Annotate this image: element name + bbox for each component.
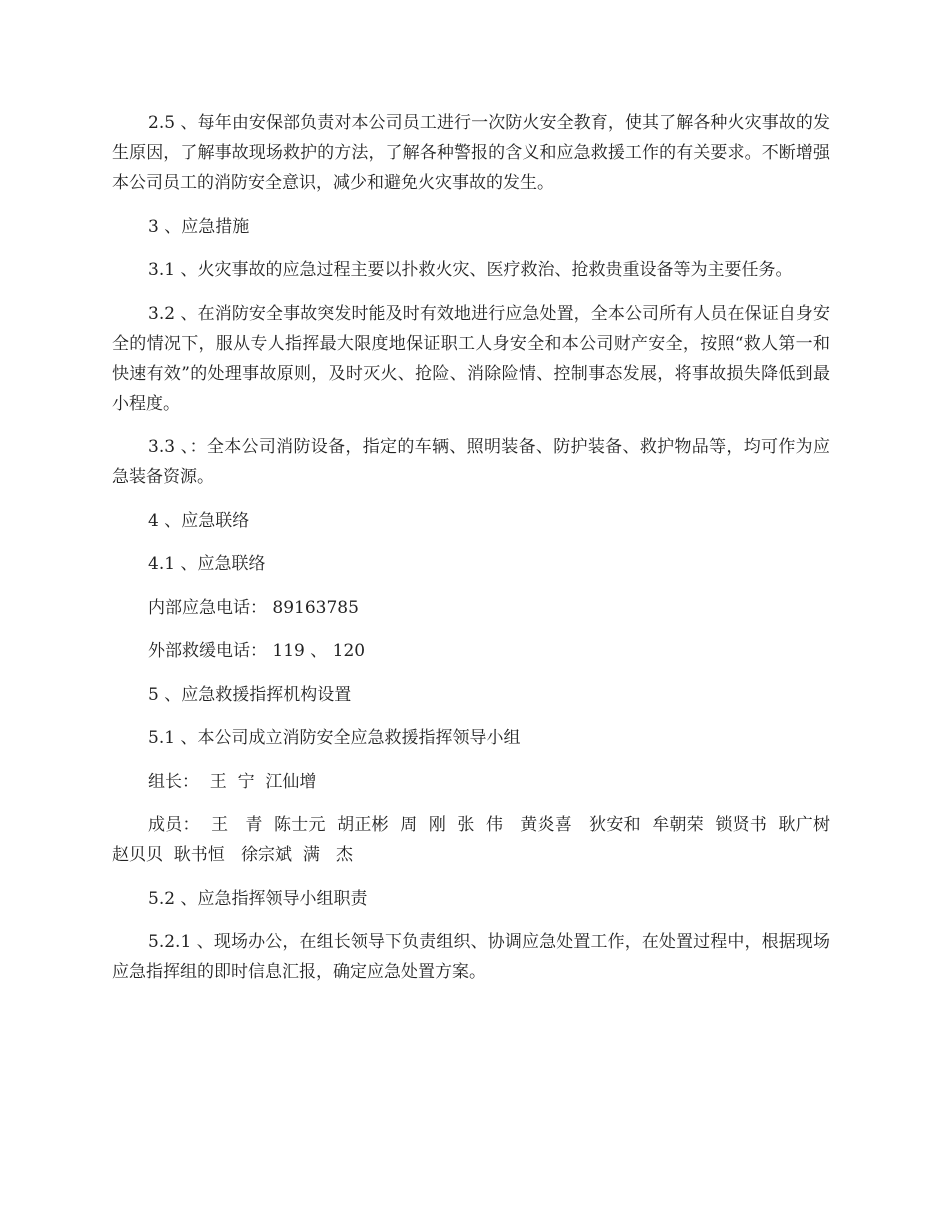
internal-emergency-phone: 内部应急电话： 89163785 [148, 597, 359, 618]
paragraph-2-5-fire-safety-education: 2.5 、每年由安保部负责对本公司员工进行一次防火安全教育，使其了解各种火灾事故的发生原因，了解事故现场救护的方法，了解各种警报的含义和应急救援工作的有关要求。不断增强本公司员工的消防安全意识，减少和避免火灾事故的发生。 [112, 113, 830, 193]
team-members-line: 成员： 王 青 陈士元 胡正彬 周 刚 张 伟 黄炎喜 狄安和 牟朝荣 锁贤书 耿广树 赵贝贝 耿书恒 徐宗斌 满 杰 [112, 815, 841, 865]
document-page [112, 108, 841, 1001]
heading-4-emergency-contact: 4 、应急联络 [148, 510, 250, 531]
heading-4-1-emergency-contact: 4.1 、应急联络 [148, 554, 266, 574]
heading-3-emergency-measures: 3 、应急措施 [148, 216, 250, 237]
paragraph-3-2: 3.2 、在消防安全事故突发时能及时有效地进行应急处置，全本公司所有人员在保证自身安全的情况下，服从专人指挥最大限度地保证职工人身安全和本公司财产安全，按照“救人第一和快速有效”的处理事故原则，及时灭火、抢险、消除险情、控制事态发展，将事故损失降低到最小程度。 [112, 303, 830, 414]
heading-5-command-structure: 5 、应急救援指挥机构设置 [148, 684, 352, 705]
paragraph-3-3: 3.3 、：全本公司消防设备，指定的车辆、照明装备、防护装备、救护物品等，均可作为应急装备资源。 [112, 437, 830, 487]
external-rescue-phone: 外部救缓电话： 119 、 120 [148, 641, 366, 661]
team-leader-line: 组长： 王 宁 江仙增 [148, 771, 317, 792]
paragraph-5-1: 5.1 、本公司成立消防安全应急救援指挥领导小组 [148, 728, 521, 748]
paragraph-3-1: 3.1 、火灾事故的应急过程主要以扑救火灾、医疗救治、抢救贵重设备等为主要任务。 [148, 260, 793, 280]
paragraph-5-2-1: 5.2.1 、现场办公，在组长领导下负责组织、协调应急处置工作，在处置过程中，根据现场应急指挥组的即时信息汇报，确定应急处置方案。 [112, 932, 830, 982]
heading-5-2-responsibilities: 5.2 、应急指挥领导小组职责 [148, 888, 368, 909]
